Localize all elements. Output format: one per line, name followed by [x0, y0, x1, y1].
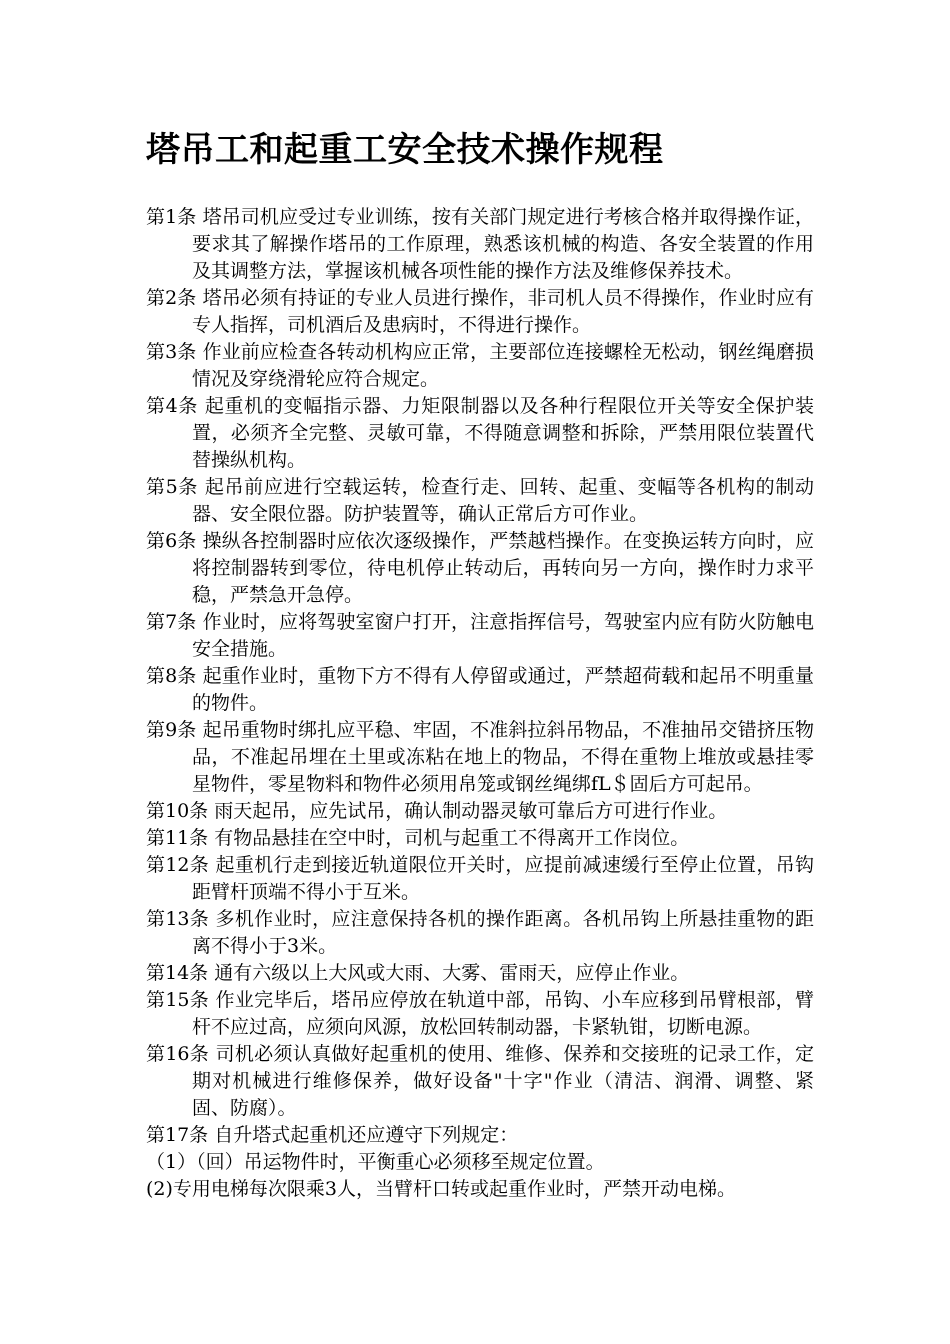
document-page [146, 120, 814, 1203]
article-number: 第11条 [146, 827, 209, 849]
article-text: 起吊重物时绑扎应平稳、牢固，不准斜拉斜吊物品，不准抽吊交错挤压物品，不准起吊埋在土里或冻粘在地上的物品，不得在重物上堆放或悬挂零星物件，零星物料和物件必须用帛笼或钢丝绳绑fL＄固后方可起吊。 [192, 719, 814, 795]
article-4 [146, 393, 814, 474]
sub-item-1: （1）（回）吊运物件时，平衡重心必须移至规定位置。 [146, 1151, 605, 1173]
article-10 [146, 798, 814, 825]
article-number: 第9条 [146, 719, 197, 741]
article-8 [146, 663, 814, 717]
article-number: 第6条 [146, 530, 197, 552]
article-14 [146, 960, 814, 987]
article-text: 作业时，应将驾驶室窗户打开，注意指挥信号，驾驶室内应有防火防触电安全措施。 [192, 611, 814, 660]
article-text: 多机作业时，应注意保持各机的操作距离。各机吊钩上所悬挂重物的距离不得小于3米。 [192, 908, 814, 957]
article-text: 起重机行走到接近轨道限位开关时，应提前减速缓行至停止位置，吊钩距臂杆顶端不得小于互米。 [192, 854, 814, 903]
article-number: 第16条 [146, 1043, 210, 1065]
article-number: 第4条 [146, 395, 199, 417]
article-2 [146, 285, 814, 339]
document-title: 塔吊工和起重工安全技术操作规程 [146, 130, 664, 170]
article-17 [146, 1122, 814, 1149]
article-text: 作业前应检查各转动机构应正常，主要部位连接螺栓无松动，钢丝绳磨损情况及穿绕滑轮应符合规定。 [192, 341, 814, 390]
article-1 [146, 204, 814, 285]
article-3 [146, 339, 814, 393]
article-16 [146, 1041, 814, 1122]
article-7 [146, 609, 814, 663]
article-number: 第14条 [146, 962, 209, 984]
article-number: 第2条 [146, 287, 197, 309]
article-text: 自升塔式起重机还应遵守下列规定： [214, 1124, 519, 1146]
article-text: 起重作业时，重物下方不得有人停留或通过，严禁超荷载和起吊不明重量的物件。 [192, 665, 814, 714]
article-text: 操纵各控制器时应依次逐级操作，严禁越档操作。在变换运转方向时，应将控制器转到零位，待电机停止转动后，再转向另一方向，操作时力求平稳，严禁急开急停。 [192, 530, 814, 606]
article-text: 起吊前应进行空载运转，检查行走、回转、起重、变幅等各机构的制动器、安全限位器。防护装置等，确认正常后方可作业。 [192, 476, 814, 525]
article-text: 塔吊必须有持证的专业人员进行操作，非司机人员不得操作，作业时应有专人指挥，司机酒后及患病时，不得进行操作。 [192, 287, 814, 336]
article-number: 第7条 [146, 611, 197, 633]
article-text: 起重机的变幅指示器、力矩限制器以及各种行程限位开关等安全保护装置，必须齐全完整、灵敏可靠，不得随意调整和拆除，严禁用限位装置代替操纵机构。 [192, 395, 814, 471]
article-text: 有物品悬挂在空中时，司机与起重工不得离开工作岗位。 [214, 827, 690, 849]
article-number: 第13条 [146, 908, 210, 930]
article-13 [146, 906, 814, 960]
article-number: 第12条 [146, 854, 210, 876]
article-text: 司机必须认真做好起重机的使用、维修、保养和交接班的记录工作，定期对机械进行维修保养，做好设备"十字"作业（清洁、润滑、调整、紧固、防腐）。 [192, 1043, 814, 1119]
article-number: 第3条 [146, 341, 197, 363]
article-9 [146, 717, 814, 798]
article-text: 通有六级以上大风或大雨、大雾、雷雨天，应停止作业。 [214, 962, 690, 984]
article-5 [146, 474, 814, 528]
article-11 [146, 825, 814, 852]
article-list [146, 204, 814, 1203]
article-12 [146, 852, 814, 906]
article-number: 第5条 [146, 476, 199, 498]
article-text: 雨天起吊，应先试吊，确认制动器灵敏可靠后方可进行作业。 [214, 800, 728, 822]
sub-item-2: (2)专用电梯每次限乘3人，当臂杆口转或起重作业时，严禁开动电梯。 [146, 1178, 737, 1200]
article-text: 作业完毕后，塔吊应停放在轨道中部，吊钩、小车应移到吊臂根部，臂杆不应过高，应须向风源，放松回转制动器，卡紧轨钳，切断电源。 [192, 989, 814, 1038]
article-number: 第10条 [146, 800, 209, 822]
article-number: 第15条 [146, 989, 210, 1011]
article-6 [146, 528, 814, 609]
article-number: 第1条 [146, 206, 197, 228]
article-number: 第8条 [146, 665, 197, 687]
article-15 [146, 987, 814, 1041]
article-text: 塔吊司机应受过专业训练，按有关部门规定进行考核合格并取得操作证，要求其了解操作塔吊的工作原理，熟悉该机械的构造、各安全装置的作用及其调整方法，掌握该机械各项性能的操作方法及维修保养技术。 [192, 206, 814, 282]
article-number: 第17条 [146, 1124, 209, 1146]
